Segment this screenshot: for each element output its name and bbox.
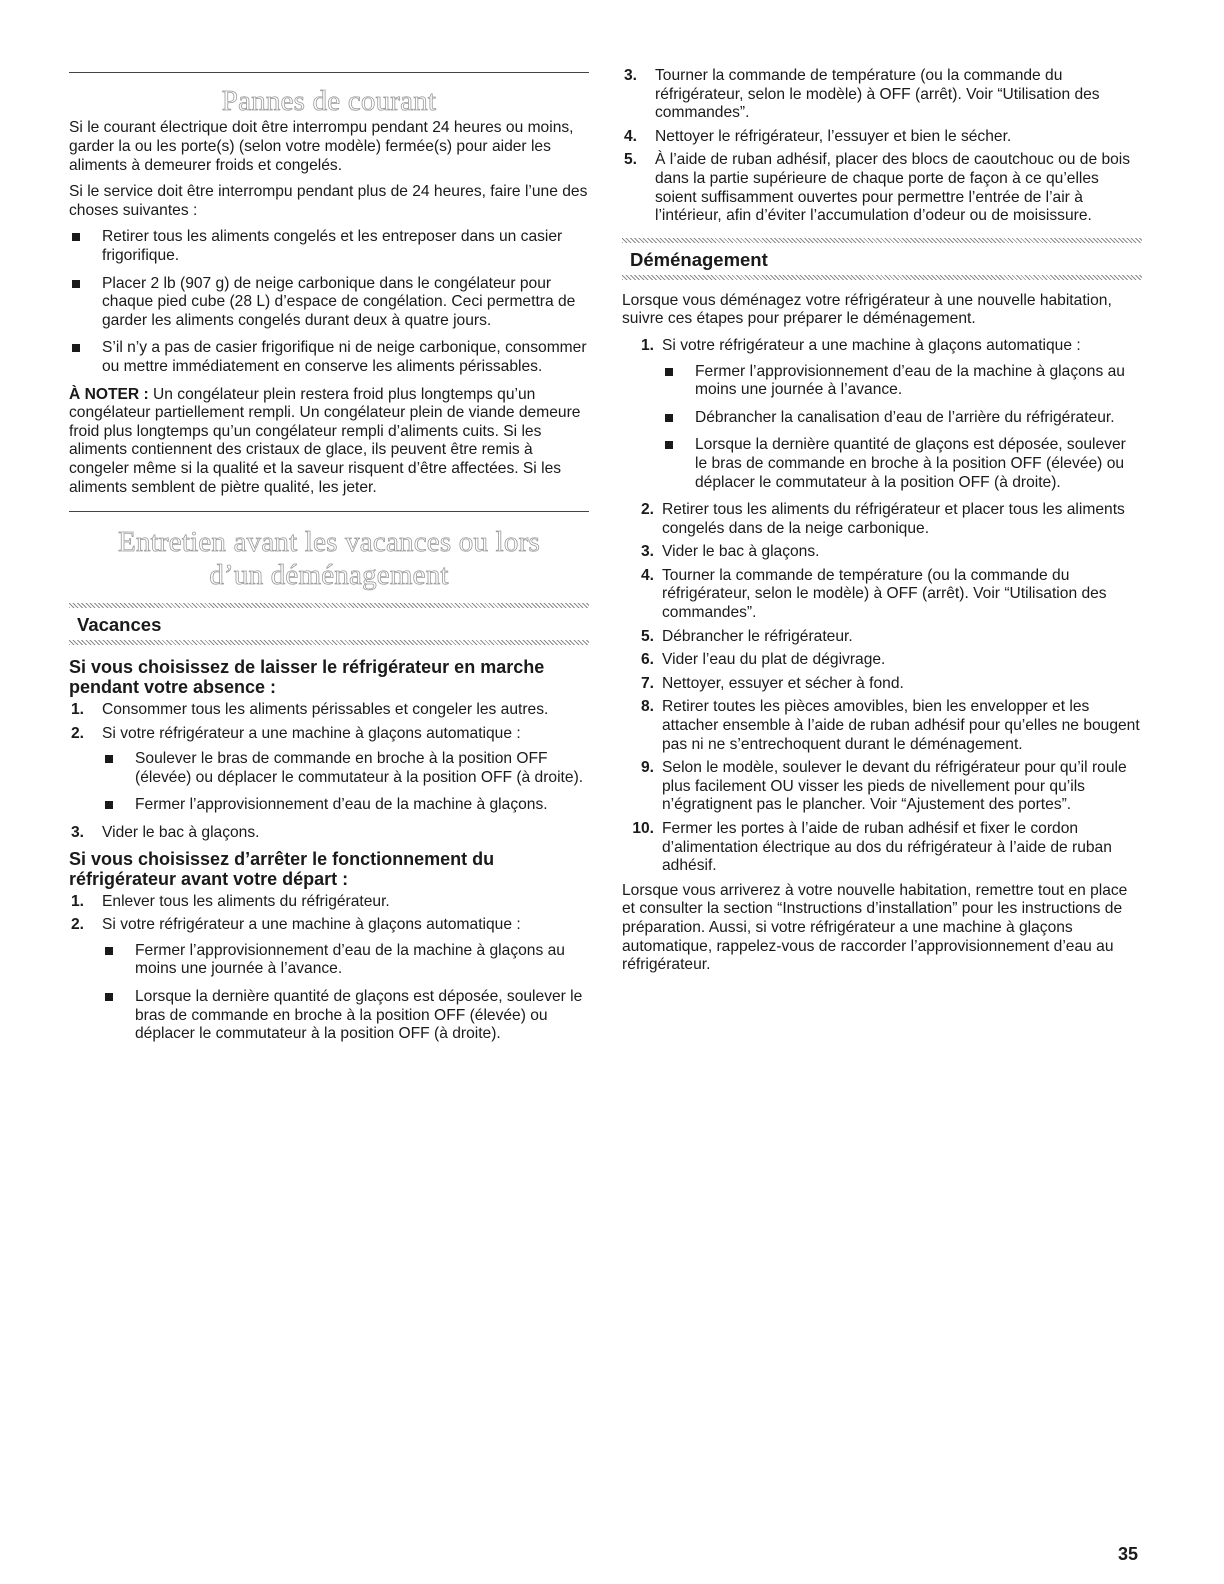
hatch-divider (69, 640, 589, 645)
list-item: 1. Enlever tous les aliments du réfrigérateur. (71, 892, 390, 910)
list-item: 10. Fermer les portes à l’aide de ruban adhésif et fixer le cordon d’alimentation électrique au dos du réfrigérateur à l’aide de ruban adhésif. (632, 820, 1112, 875)
list-item: 2. Retirer tous les aliments du réfrigérateur et placer tous les aliments congelés dans de la neige carbonique. (640, 501, 1125, 537)
list-item: Lorsque la dernière quantité de glaçons est déposée, soulever le bras de commande en broche à la position OFF (élevée) ou déplacer le commutateur à la position OFF (à droite). (102, 988, 589, 1044)
bullet-square-icon (105, 993, 113, 1001)
subsection-title-demenagement: Déménagement (630, 248, 768, 270)
list-item: Lorsque la dernière quantité de glaçons est déposée, soulever le bras de commande en broche à la position OFF (élevée) ou déplacer le commutateur à la position OFF (à droite). (662, 436, 1142, 492)
bullet-square-icon (105, 947, 113, 955)
vacances-list-2 (69, 893, 589, 1044)
list-item: S’il n’y a pas de casier frigorifique ni de neige carbonique, consommer ou mettre immédiatement en conserve les aliments périssables. (69, 339, 589, 376)
bullet-square-icon (105, 801, 113, 809)
list-item: 3. Vider le bac à glaçons. (640, 543, 820, 561)
sub-bullet-list (102, 750, 589, 815)
list-item: Retirer tous les aliments congelés et les entreposer dans un casier frigorifique. (69, 228, 589, 265)
bullet-square-icon (72, 280, 80, 288)
pannes-bullet-list (69, 228, 589, 376)
pannes-paragraph-1: Si le courant électrique doit être interrompu pendant 24 heures ou moins, garder la ou les porte(s) (selon votre modèle) fermée(s) pour aider les aliments à demeurer froids et congelés. (69, 119, 574, 174)
list-item: 8. Retirer toutes les pièces amovibles, bien les envelopper et les attacher ensemble à l’aide de ruban adhésif pour qu’elles ne bougent pas ni ne s’entrechoquent durant le déménagement. (640, 698, 1140, 753)
list-item: 9. Selon le modèle, soulever le devant du réfrigérateur pour qu’il roule plus facilement OU visser les pieds de nivellement pour qu’ils n’égratignent pas le plancher. Voir “Ajustement des portes”. (640, 759, 1127, 814)
title-line-1: Entretien avant les vacances ou lors (118, 526, 540, 559)
left-column (69, 62, 589, 1053)
list-item: 5. À l’aide de ruban adhésif, placer des blocs de caoutchouc ou de bois dans la partie supérieure de chaque porte de façon à ce qu’elles soient suffisamment ouvertes pour permettre l’entrée de l’air à l’intérieur, afin d’éviter l’accumulation d’odeur ou de moisissure. (624, 151, 1131, 225)
list-item: 4. Nettoyer le réfrigérateur, l’essuyer et bien le sécher. (624, 127, 1012, 145)
pannes-note (69, 386, 589, 498)
vacances-heading-2: Si vous choisissez d’arrêter le fonctionnement du réfrigérateur avant votre départ : (69, 848, 495, 889)
sub-bullet-list (102, 942, 589, 1044)
list-item: 1. Si votre réfrigérateur a une machine à glaçons automatique : Fermer l’approvisionnement d’eau de la machine à glaçons au moins une journée à l’avance. Débrancher la canalisation d’eau de l’arrière du réfrigérateur. Lorsque la dernière quantité de glaçons est déposée, soulever le bras de commande en broche à la position OFF (élevée) ou déplacer le commutateur à la position OFF (à droite). (622, 337, 1142, 492)
note-text: Un congélateur plein restera froid plus longtemps qu’un congélateur partiellement rempli. Un congélateur plein de viande demeure froid plus longtemps qu’un congélateur rempli d’aliments cuits. Si les aliments contiennent des cristaux de glace, ils peuvent être remis à congeler même si la qualité et la saveur risquent d’être affectées. Si les aliments semblent de piètre qualité, les jeter. (69, 385, 581, 496)
bullet-square-icon (665, 441, 673, 449)
pannes-paragraph-2: Si le service doit être interrompu pendant plus de 24 heures, faire l’une des choses suivantes : (69, 183, 588, 219)
note-label: À NOTER : (69, 385, 149, 403)
section-title-entretien (69, 526, 589, 591)
bullet-square-icon (72, 344, 80, 352)
subsection-title-vacances: Vacances (77, 614, 162, 636)
bullet-square-icon (105, 755, 113, 763)
bullet-square-icon (665, 368, 673, 376)
list-item: Fermer l’approvisionnement d’eau de la machine à glaçons au moins une journée à l’avance. (662, 363, 1142, 400)
vacances-list-1 (69, 701, 589, 843)
demenagement-outro: Lorsque vous arriverez à votre nouvelle habitation, remettre tout en place et consulter la section “Instructions d’installation” pour les instructions de préparation. Aussi, si votre réfrigérateur a une machine à glaçons automatique, rappelez-vous de raccorder l’approvisionnement d’eau au réfrigérateur. (622, 881, 1128, 974)
list-item: Débrancher la canalisation d’eau de l’arrière du réfrigérateur. (662, 409, 1142, 428)
list-item: Fermer l’approvisionnement d’eau de la machine à glaçons. (102, 796, 589, 815)
list-item: 1. Consommer tous les aliments périssables et congeler les autres. (71, 701, 549, 719)
list-item: Placer 2 lb (907 g) de neige carbonique dans le congélateur pour chaque pied cube (28 L) d’espace de congélation. Ceci permettra de garder les aliments congelés durant deux à quatre jours. (69, 275, 589, 331)
list-item: Soulever le bras de commande en broche à la position OFF (élevée) ou déplacer le commutateur à la position OFF (à droite). (102, 750, 589, 787)
list-item: 3. Vider le bac à glaçons. (71, 824, 260, 842)
list-item: Fermer l’approvisionnement d’eau de la machine à glaçons au moins une journée à l’avance. (102, 942, 589, 979)
page-number: 35 (1118, 1544, 1139, 1564)
list-item: 5. Débrancher le réfrigérateur. (640, 627, 853, 645)
section-rule (69, 511, 589, 512)
section-rule (69, 72, 589, 73)
vacances-list-2-continued (622, 67, 1142, 226)
hatch-divider (622, 275, 1142, 280)
bullet-square-icon (665, 414, 673, 422)
list-item: 4. Tourner la commande de température (ou la commande du réfrigérateur, selon le modèle) à OFF (arrêt). Voir “Utilisation des commandes”. (640, 566, 1107, 622)
list-item: 6. Vider l’eau du plat de dégivrage. (640, 651, 886, 669)
bullet-square-icon (72, 233, 80, 241)
list-item: 7. Nettoyer, essuyer et sécher à fond. (640, 674, 904, 692)
demenagement-intro: Lorsque vous déménagez votre réfrigérateur à une nouvelle habitation, suivre ces étapes pour préparer le déménagement. (622, 291, 1112, 328)
list-item: 3. Tourner la commande de température (ou la commande du réfrigérateur, selon le modèle) à OFF (arrêt). Voir “Utilisation des commandes”. (624, 67, 1100, 122)
list-item: 2. Si votre réfrigérateur a une machine à glaçons automatique : Soulever le bras de commande en broche à la position OFF (élevée) ou déplacer le commutateur à la position OFF (à droite). Fermer l’approvisionnement d’eau de la machine à glaçons. (69, 725, 589, 815)
right-column (622, 67, 1142, 983)
sub-bullet-list (662, 363, 1142, 493)
section-title-pannes: Pannes de courant (221, 85, 437, 117)
list-item: 2. Si votre réfrigérateur a une machine à glaçons automatique : Fermer l’approvisionnement d’eau de la machine à glaçons au moins une journée à l’avance. Lorsque la dernière quantité de glaçons est déposée, soulever le bras de commande en broche à la position OFF (élevée) ou déplacer le commutateur à la position OFF (à droite). (69, 916, 589, 1044)
vacances-heading-1: Si vous choisissez de laisser le réfrigérateur en marche pendant votre absence : (69, 657, 545, 698)
demenagement-steps (622, 337, 1142, 876)
title-line-2: d’un déménagement (209, 558, 449, 591)
